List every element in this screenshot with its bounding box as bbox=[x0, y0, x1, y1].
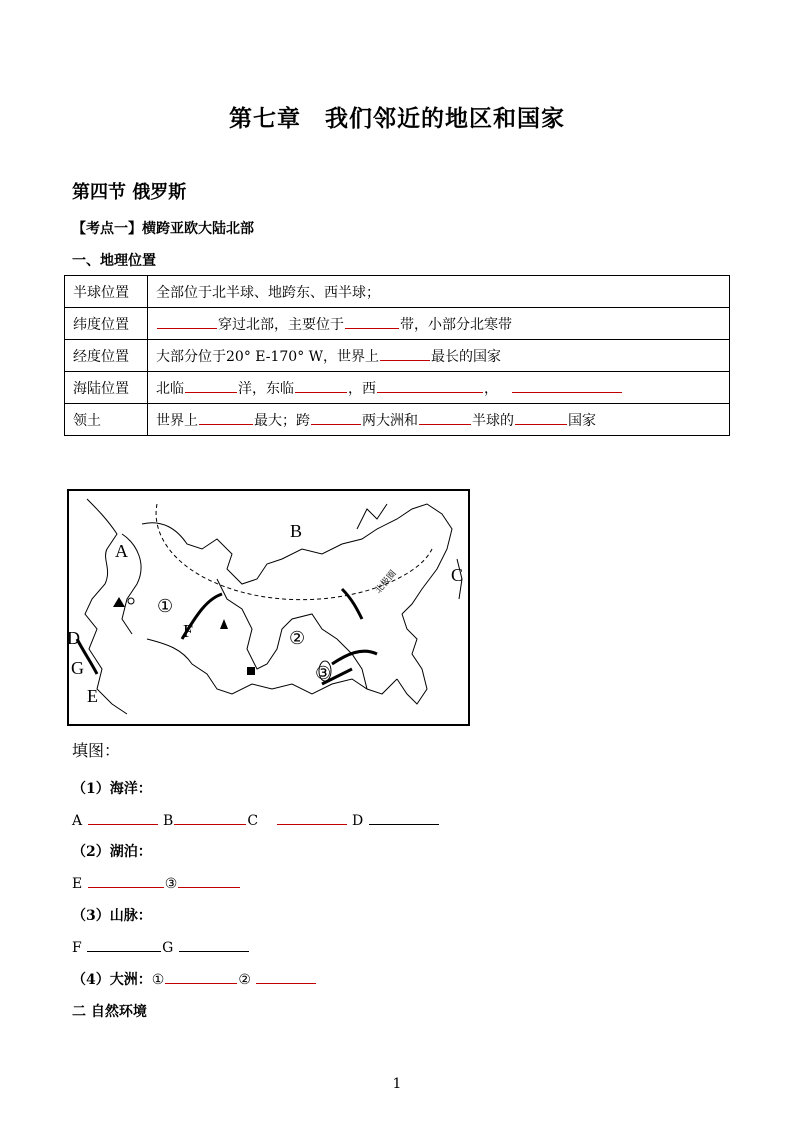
location-table bbox=[64, 275, 730, 436]
label-circle-3: ③ bbox=[164, 876, 178, 892]
label-circle-2: ② bbox=[238, 972, 251, 988]
blank-e[interactable] bbox=[88, 873, 164, 888]
table-row bbox=[65, 308, 730, 340]
section-2-title: 二 自然环境 bbox=[72, 1004, 147, 1020]
text: 最大；跨 bbox=[254, 412, 310, 429]
row-label: 纬度位置 bbox=[65, 308, 148, 340]
question-2-line bbox=[72, 873, 241, 892]
label-g: G bbox=[162, 940, 174, 956]
text: 大部分位于20° E-170° W，世界上 bbox=[156, 348, 380, 365]
label-c: C bbox=[451, 565, 464, 585]
label-a: A bbox=[115, 541, 128, 561]
row-label: 半球位置 bbox=[65, 276, 148, 308]
label-d: D bbox=[351, 813, 364, 829]
question-1-title: （1）海洋： bbox=[72, 781, 152, 797]
blank-d[interactable] bbox=[369, 810, 439, 825]
fill-map-heading: 填图： bbox=[72, 741, 121, 760]
row-content bbox=[148, 308, 730, 340]
label-b: B bbox=[163, 813, 174, 829]
blank-circle-3[interactable] bbox=[178, 873, 240, 888]
blank-line[interactable] bbox=[295, 378, 347, 393]
blank-line[interactable] bbox=[419, 410, 471, 425]
blank-line[interactable] bbox=[185, 378, 237, 393]
text: 最长的国家 bbox=[431, 348, 502, 365]
label-g: G bbox=[71, 658, 84, 678]
label-d: D bbox=[67, 628, 80, 648]
table-row bbox=[65, 404, 730, 436]
blank-f[interactable] bbox=[87, 937, 161, 952]
label-f: F bbox=[72, 940, 82, 956]
label-b: B bbox=[290, 521, 303, 541]
blank-b[interactable] bbox=[174, 810, 246, 825]
text: 洋，东临 bbox=[238, 380, 294, 397]
question-4-title: （4）大洲： bbox=[72, 972, 152, 988]
text: 北临 bbox=[156, 380, 184, 397]
blank-line[interactable] bbox=[515, 410, 567, 425]
subheading-location: 一、地理位置 bbox=[72, 253, 156, 269]
text: 全部位于北半球、地跨东、西半球； bbox=[156, 284, 380, 301]
question-2-title: （2）湖泊： bbox=[72, 844, 152, 860]
blank-line[interactable] bbox=[380, 346, 430, 361]
text: ， bbox=[484, 380, 498, 397]
blank-line[interactable] bbox=[199, 410, 253, 425]
blank-circle-1[interactable] bbox=[165, 969, 237, 984]
section-title: 第四节 俄罗斯 bbox=[72, 182, 187, 203]
row-content bbox=[148, 404, 730, 436]
table-row bbox=[65, 276, 730, 308]
question-4-line bbox=[72, 969, 317, 989]
row-label: 领土 bbox=[65, 404, 148, 436]
blank-line[interactable] bbox=[345, 314, 399, 329]
text: 带，小部分北寒带 bbox=[400, 316, 512, 333]
key-point-heading: 【考点一】横跨亚欧大陆北部 bbox=[72, 221, 254, 237]
page-number: 1 bbox=[392, 1076, 402, 1092]
table-row bbox=[65, 340, 730, 372]
text: 国家 bbox=[568, 412, 596, 429]
label-circle-1: ① bbox=[151, 972, 165, 988]
row-content bbox=[148, 340, 730, 372]
table-row bbox=[65, 372, 730, 404]
blank-line[interactable] bbox=[311, 410, 361, 425]
row-content bbox=[148, 372, 730, 404]
blank-g[interactable] bbox=[179, 937, 249, 952]
text: 世界上 bbox=[156, 412, 198, 429]
label-f: F bbox=[183, 621, 194, 641]
label-e: E bbox=[87, 686, 98, 706]
label-circle-2: ② bbox=[289, 628, 306, 649]
label-c: C bbox=[247, 813, 259, 829]
question-3-line bbox=[72, 937, 250, 956]
question-1-line bbox=[72, 810, 440, 829]
question-3-title: （3）山脉： bbox=[72, 908, 152, 924]
row-label: 经度位置 bbox=[65, 340, 148, 372]
blank-a[interactable] bbox=[88, 810, 158, 825]
row-label: 海陆位置 bbox=[65, 372, 148, 404]
blank-c[interactable] bbox=[277, 810, 347, 825]
blank-circle-2[interactable] bbox=[256, 969, 316, 984]
label-e: E bbox=[72, 876, 83, 892]
blank-line[interactable] bbox=[512, 378, 622, 393]
blank-line[interactable] bbox=[157, 314, 217, 329]
label-arctic-circle: 北极圈 bbox=[373, 568, 399, 596]
russia-outline-map bbox=[67, 489, 470, 726]
text: 半球的 bbox=[472, 412, 514, 429]
chapter-title: 第七章 我们邻近的地区和国家 bbox=[229, 105, 565, 132]
text: 穿过北部，主要位于 bbox=[218, 316, 344, 333]
text: ，西 bbox=[348, 380, 376, 397]
label-circle-3: ③ bbox=[315, 663, 332, 684]
row-content bbox=[148, 276, 730, 308]
blank-line[interactable] bbox=[377, 378, 483, 393]
text: 两大洲和 bbox=[362, 412, 418, 429]
square-symbol bbox=[247, 667, 255, 675]
label-a: A bbox=[72, 813, 83, 829]
label-circle-1: ① bbox=[157, 596, 174, 617]
